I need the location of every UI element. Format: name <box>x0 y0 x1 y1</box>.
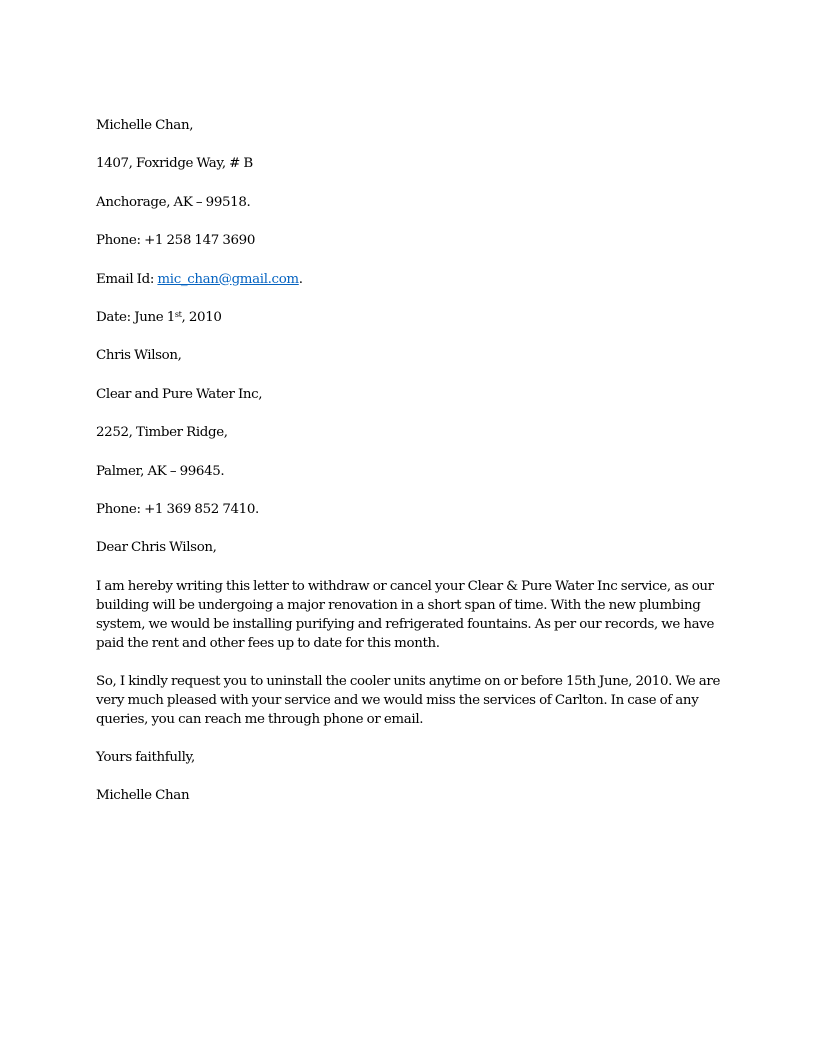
sender-email-label: Email Id: <box>96 271 158 287</box>
recipient-company: Clear and Pure Water Inc, <box>96 386 263 402</box>
letter-date <box>96 308 720 327</box>
sender-email-line <box>96 270 720 289</box>
body-paragraph-1: I am hereby writing this letter to withdraw or cancel your Clear & Pure Water Inc service, as our building will be undergoing a major renovation in a short span of time. With the new plumbing system, we would be installing purifying and refrigerated fountains. As per our records, we have paid the rent and other fees up to date for this month. <box>96 578 715 651</box>
recipient-phone: Phone: +1 369 852 7410. <box>96 501 259 517</box>
sender-name: Michelle Chan, <box>96 118 194 133</box>
sender-email-link[interactable]: mic_chan@gmail.com <box>157 271 299 287</box>
salutation: Dear Chris Wilson, <box>96 540 217 556</box>
letter-body <box>96 116 720 824</box>
recipient-city: Palmer, AK – 99645. <box>96 463 225 479</box>
date-suffix: , 2010 <box>181 309 222 325</box>
signature: Michelle Chan <box>96 788 190 804</box>
recipient-street: 2252, Timber Ridge, <box>96 425 228 441</box>
sender-city: Anchorage, AK – 99518. <box>96 194 251 210</box>
body-paragraph-2: So, I kindly request you to uninstall the cooler units anytime on or before 15th June, 2010. We are very much pleased with your service and we would miss the services of Carlton. In case of any queries, you can reach me through phone or email. <box>96 673 721 727</box>
date-prefix: Date: June 1 <box>96 309 175 325</box>
sender-phone: Phone: +1 258 147 3690 <box>96 233 256 249</box>
sender-street: 1407, Foxridge Way, # B <box>96 156 253 172</box>
sender-email-trailing: . <box>298 271 303 287</box>
recipient-name: Chris Wilson, <box>96 348 182 364</box>
closing: Yours faithfully, <box>96 749 195 765</box>
date-ordinal: st <box>174 309 182 319</box>
